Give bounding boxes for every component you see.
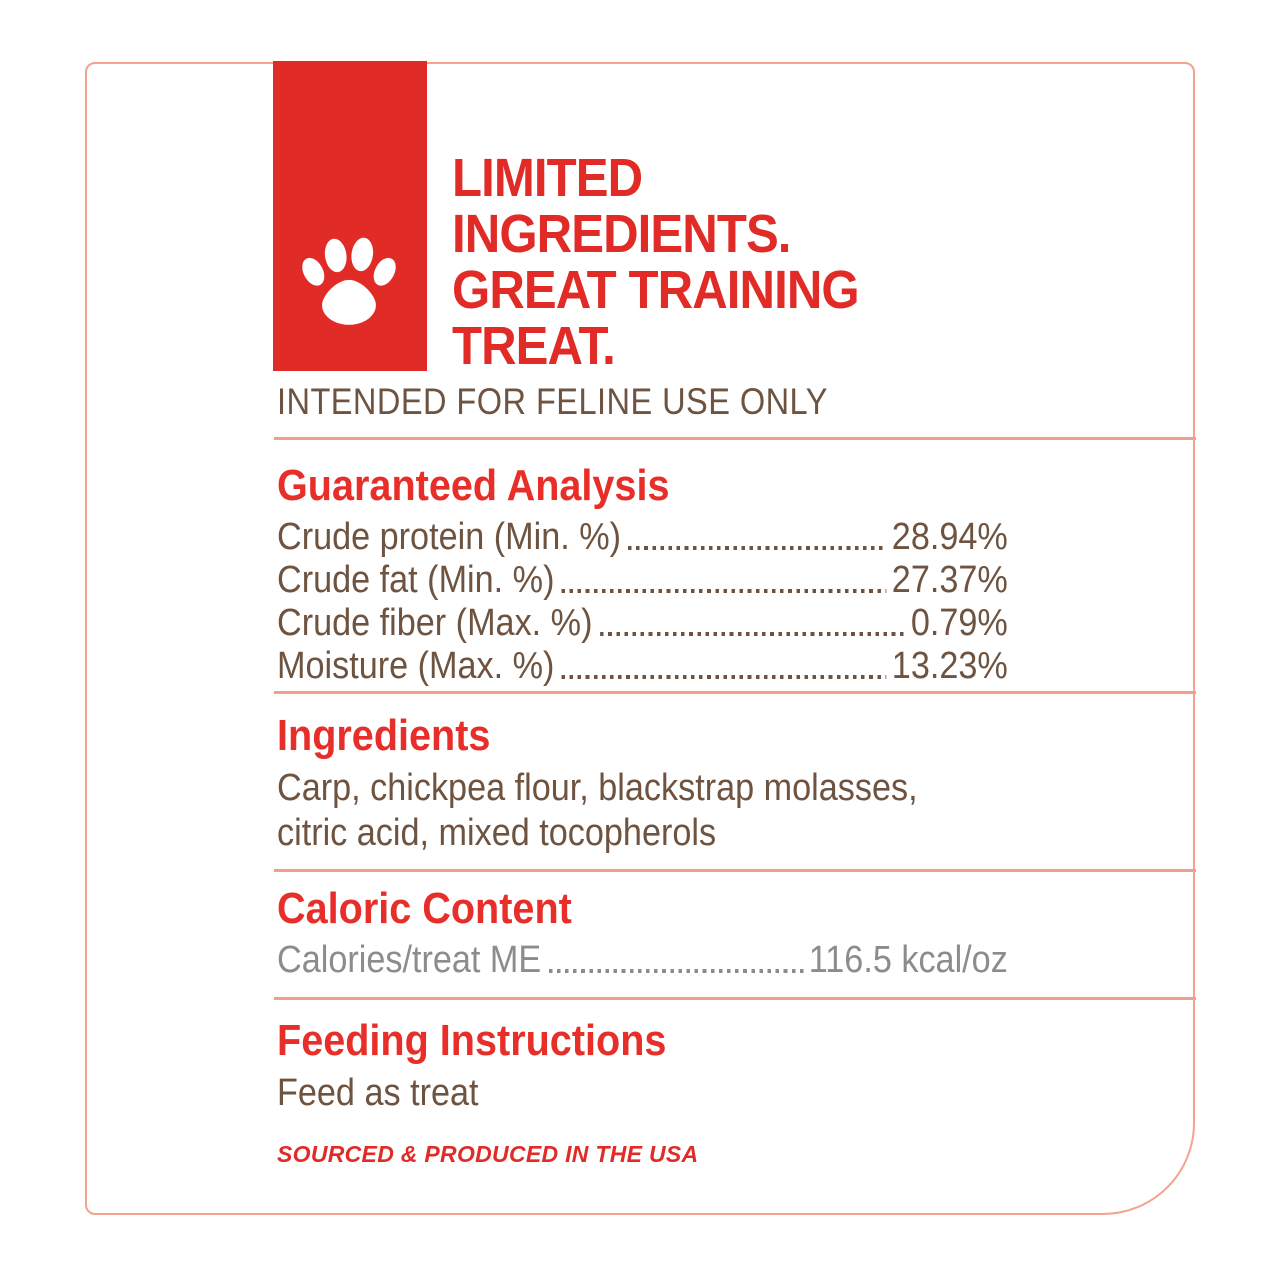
dot-leader [600, 632, 906, 636]
analysis-label: Moisture (Max. %) [277, 645, 555, 687]
guaranteed-analysis-heading: Guaranteed Analysis [277, 461, 670, 510]
calories-label: Calories/treat ME [277, 939, 542, 981]
analysis-value: 28.94% [891, 516, 1008, 558]
analysis-label: Crude fiber (Max. %) [277, 602, 593, 644]
dot-leader [562, 589, 887, 593]
analysis-value: 0.79% [910, 602, 1008, 644]
feline-use-statement: INTENDED FOR FELINE USE ONLY [277, 381, 828, 422]
analysis-row [277, 602, 1008, 645]
ingredients-line: Carp, chickpea flour, blackstrap molasses, [277, 767, 918, 809]
analysis-label: Crude fat (Min. %) [277, 559, 555, 601]
analysis-row [277, 559, 1008, 602]
section-divider [274, 869, 1196, 872]
feeding-instructions-section [277, 1016, 1008, 1116]
guaranteed-analysis-section [277, 461, 1008, 688]
caloric-content-section [277, 884, 1008, 982]
calories-row [277, 939, 1008, 982]
sourced-produced-note: SOURCED & PRODUCED IN THE USA [277, 1141, 699, 1167]
analysis-label: Crude protein (Min. %) [277, 516, 622, 558]
analysis-row [277, 645, 1008, 688]
analysis-row [277, 516, 1008, 559]
section-divider [274, 437, 1196, 440]
headline [452, 150, 859, 374]
ingredients-line: citric acid, mixed tocopherols [277, 812, 717, 854]
calories-value: 116.5 kcal/oz [808, 939, 1008, 981]
paw-print-icon [299, 233, 401, 335]
caloric-content-heading: Caloric Content [277, 884, 572, 933]
feeding-instructions-heading: Feeding Instructions [277, 1016, 667, 1065]
headline-line: TREAT. [452, 316, 615, 376]
brand-red-block [273, 61, 427, 371]
dot-leader [548, 969, 803, 973]
headline-line: LIMITED [452, 148, 643, 208]
dot-leader [628, 546, 886, 550]
headline-line: GREAT TRAINING [452, 260, 859, 320]
analysis-value: 13.23% [891, 645, 1008, 687]
ingredients-section [277, 711, 1008, 856]
dot-leader [562, 675, 887, 679]
section-divider [274, 997, 1196, 1000]
headline-line: INGREDIENTS. [452, 204, 791, 264]
section-divider [274, 691, 1196, 694]
analysis-value: 27.37% [891, 559, 1008, 601]
ingredients-heading: Ingredients [277, 711, 491, 760]
feeding-instructions-body: Feed as treat [277, 1072, 479, 1114]
